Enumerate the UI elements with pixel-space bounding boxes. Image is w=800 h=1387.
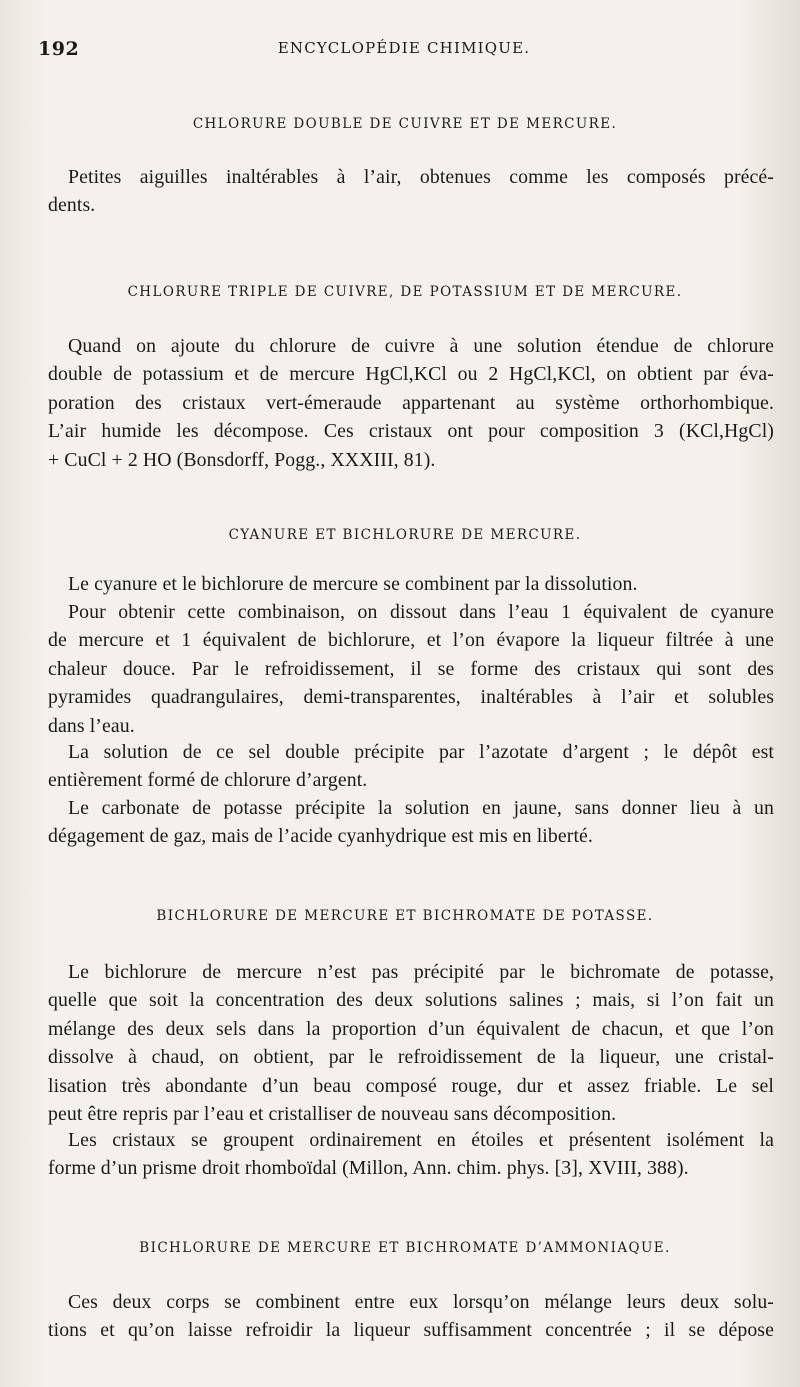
section-heading: CHLORURE TRIPLE DE CUIVRE, DE POTASSIUM ET DE MERCURE. xyxy=(127,284,683,300)
paragraph xyxy=(48,163,774,220)
text-line: + CuCl + 2 HO (Bonsdorff, Pogg., XXXIII, 81). xyxy=(48,448,436,471)
paragraph xyxy=(48,332,774,474)
text-line: mélange des deux sels dans la proportion d’un équivalent de chacun, et que l’on xyxy=(48,1017,774,1040)
text-line: peut être repris par l’eau et cristalliser de nouveau sans décomposition. xyxy=(48,1103,617,1126)
paragraph xyxy=(48,958,774,1128)
text-line: Ces deux corps se combinent entre eux lorsqu’on mélange leurs deux solu- xyxy=(68,1291,774,1313)
paragraph xyxy=(48,794,774,851)
section-heading: CYANURE ET BICHLORURE DE MERCURE. xyxy=(228,527,582,543)
text-line: forme d’un prisme droit rhomboïdal (Millon, Ann. chim. phys. [3], XVIII, 388). xyxy=(48,1157,689,1180)
text-line: poration des cristaux vert-émeraude appartenant au système orthorhombique. xyxy=(48,391,774,414)
text-line: Petites aiguilles inaltérables à l’air, obtenues comme les composés précé- xyxy=(68,166,774,188)
text-line: Le carbonate de potasse précipite la solution en jaune, sans donner lieu à un xyxy=(68,797,774,819)
text-line: de mercure et 1 équivalent de bichlorure, et l’on évapore la liqueur filtrée à une xyxy=(48,629,774,652)
paragraph xyxy=(48,570,774,598)
page-number: 192 xyxy=(38,38,80,60)
section-heading: BICHLORURE DE MERCURE ET BICHROMATE DE POTASSE. xyxy=(156,908,654,924)
text-line: dans l’eau. xyxy=(48,714,135,737)
text-line: lisation très abondante d’un beau composé rouge, dur et assez friable. Le sel xyxy=(48,1074,774,1097)
text-line: chaleur douce. Par le refroidissement, il se forme des cristaux qui sont des xyxy=(48,657,774,680)
paragraph xyxy=(48,1288,774,1345)
text-line: pyramides quadrangulaires, demi-transparentes, inaltérables à l’air et solubles xyxy=(48,686,774,709)
running-head xyxy=(38,38,770,62)
text-line: Le cyanure et le bichlorure de mercure se combinent par la dissolution. xyxy=(68,573,638,595)
text-line: Pour obtenir cette combinaison, on dissout dans l’eau 1 équivalent de cyanure xyxy=(68,601,774,623)
paragraph xyxy=(48,738,774,795)
text-line: La solution de ce sel double précipite par l’azotate d’argent ; le dépôt est xyxy=(68,741,774,763)
text-line: tions et qu’on laisse refroidir la liqueur suffisamment concentrée ; il se dépose xyxy=(48,1319,774,1342)
text-line: Les cristaux se groupent ordinairement en étoiles et présentent isolément la xyxy=(68,1129,774,1151)
text-line: quelle que soit la concentration des deux solutions salines ; mais, si l’on fait un xyxy=(48,989,774,1012)
text-line: dents. xyxy=(48,194,96,217)
text-line: dégagement de gaz, mais de l’acide cyanhydrique est mis en liberté. xyxy=(48,825,593,848)
running-title: ENCYCLOPÉDIE CHIMIQUE. xyxy=(277,39,531,57)
text-line: double de potassium et de mercure HgCl,KCl ou 2 HgCl,KCl, on obtient par éva- xyxy=(48,363,774,386)
paragraph xyxy=(48,598,774,740)
text-line: Quand on ajoute du chlorure de cuivre à une solution étendue de chlorure xyxy=(68,335,774,357)
paragraph xyxy=(48,1126,774,1183)
text-line: L’air humide les décompose. Ces cristaux ont pour composition 3 (KCl,HgCl) xyxy=(48,420,774,443)
text-line: Le bichlorure de mercure n’est pas précipité par le bichromate de potasse, xyxy=(68,961,774,983)
section-heading: BICHLORURE DE MERCURE ET BICHROMATE D’AMMONIAQUE. xyxy=(139,1240,671,1256)
text-line: entièrement formé de chlorure d’argent. xyxy=(48,769,368,792)
text-line: dissolve à chaud, on obtient, par le refroidissement de la liqueur, une cristal- xyxy=(48,1046,774,1069)
section-heading: CHLORURE DOUBLE DE CUIVRE ET DE MERCURE. xyxy=(192,116,618,132)
